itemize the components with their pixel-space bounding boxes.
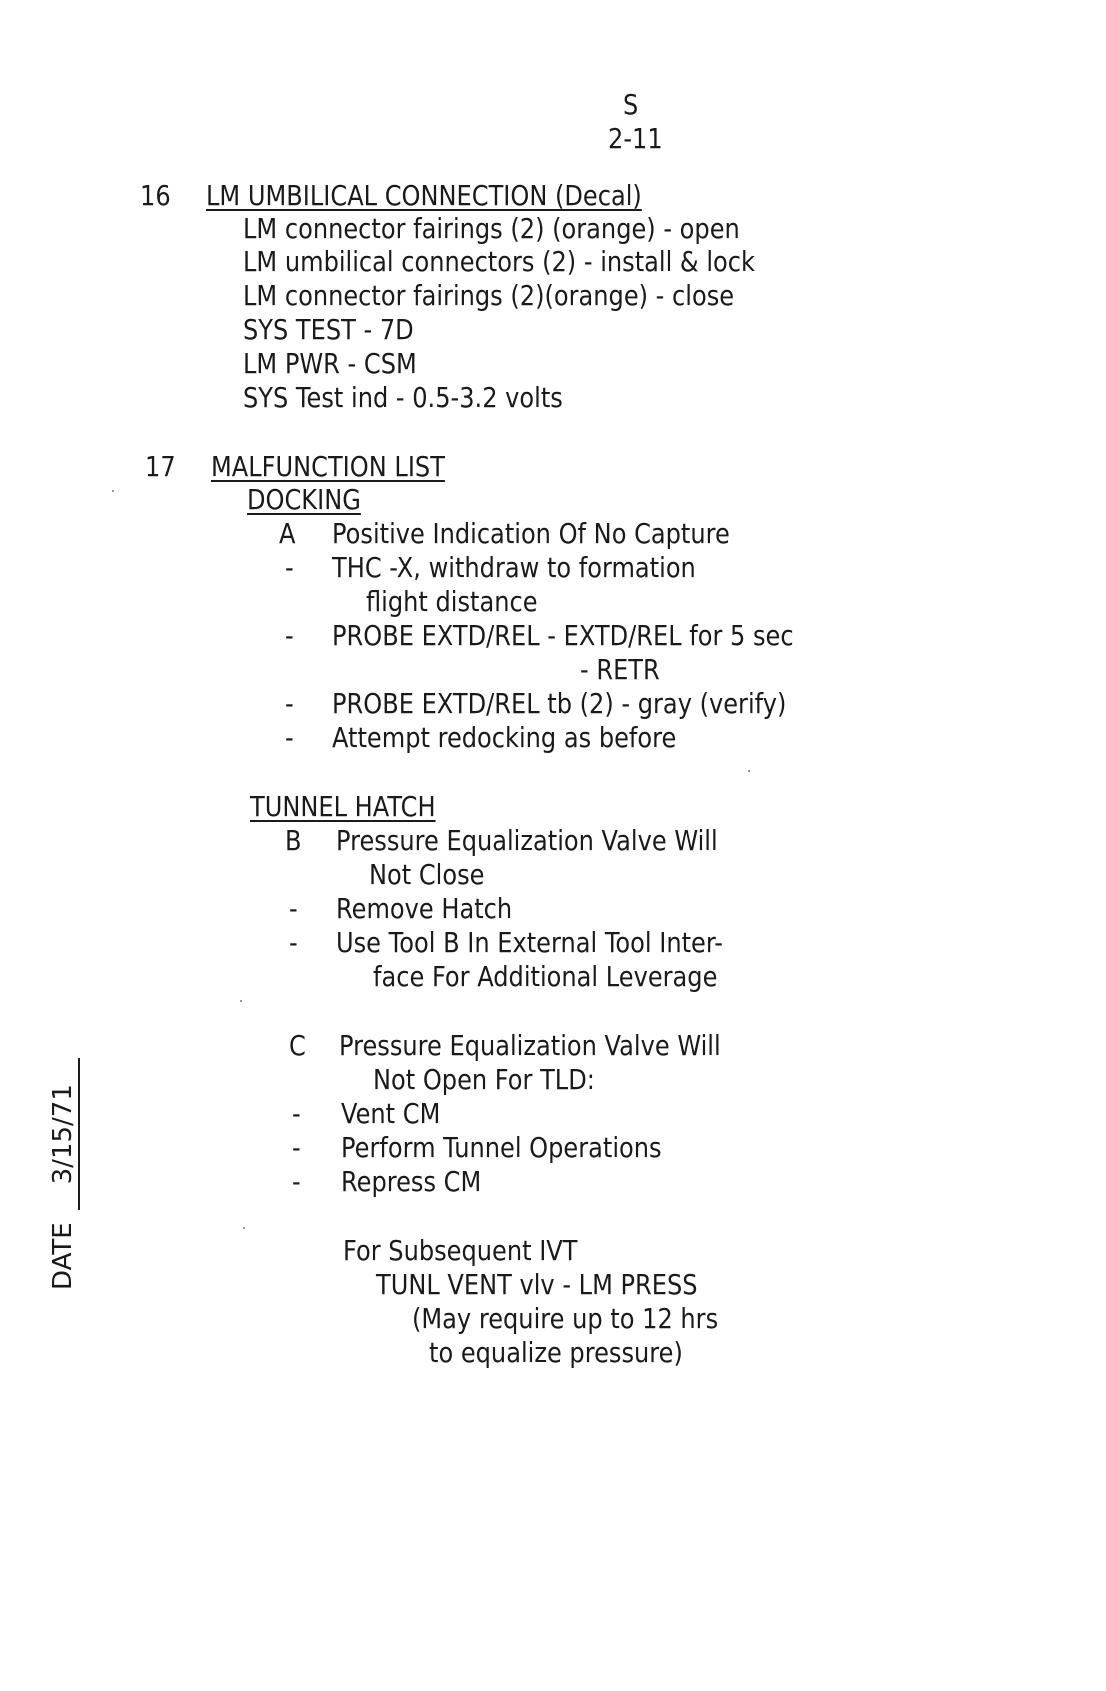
- tunnel-b-step-cont: face For Additional Leverage: [373, 960, 718, 993]
- dash: -: [292, 1165, 301, 1198]
- dash: -: [289, 926, 298, 959]
- tunnel-b-letter: B: [285, 824, 302, 857]
- subsequent-note: (May require up to 12 hrs: [412, 1302, 719, 1335]
- docking-a-title: Positive Indication Of No Capture: [332, 517, 730, 550]
- tunnel-b-step: Remove Hatch: [336, 892, 513, 925]
- docking-step: Attempt redocking as before: [332, 721, 677, 754]
- date-stamp: [48, 1058, 80, 1290]
- docking-step-cont: - RETR: [580, 653, 660, 686]
- item-17-title: MALFUNCTION LIST: [211, 450, 445, 483]
- tunnel-c-letter: C: [289, 1029, 306, 1062]
- dash: -: [285, 619, 294, 652]
- item-16-line: LM PWR - CSM: [243, 347, 417, 380]
- scan-speck: [112, 490, 114, 492]
- item-17-number: 17: [145, 450, 176, 483]
- item-16-line: SYS Test ind - 0.5-3.2 volts: [243, 381, 563, 414]
- docking-step: PROBE EXTD/REL tb (2) - gray (verify): [332, 687, 787, 720]
- dash: -: [292, 1131, 301, 1164]
- page-number: 2-11: [608, 122, 663, 155]
- scan-speck: [748, 770, 750, 772]
- subsequent-ivt: For Subsequent IVT: [343, 1234, 578, 1267]
- dash: -: [292, 1097, 301, 1130]
- item-16-title: LM UMBILICAL CONNECTION (Decal): [206, 179, 642, 212]
- docking-a-letter: A: [279, 517, 296, 550]
- tunnel-c-step: Vent CM: [341, 1097, 441, 1130]
- scan-speck: [240, 1000, 242, 1002]
- tunnel-hatch-heading: TUNNEL HATCH: [250, 790, 436, 823]
- item-16-number: 16: [140, 179, 171, 212]
- date-label: DATE: [48, 1222, 78, 1290]
- tunnel-c-title: Pressure Equalization Valve Will: [339, 1029, 721, 1062]
- dash: -: [285, 551, 294, 584]
- docking-heading: DOCKING: [247, 483, 361, 516]
- tunnel-c-step: Repress CM: [341, 1165, 482, 1198]
- tunnel-c-step: Perform Tunnel Operations: [341, 1131, 662, 1164]
- item-16-line: SYS TEST - 7D: [243, 313, 414, 346]
- tunl-vent-line: TUNL VENT vlv - LM PRESS: [376, 1268, 698, 1301]
- item-16-line: LM connector fairings (2)(orange) - close: [243, 279, 735, 312]
- docking-step: PROBE EXTD/REL - EXTD/REL for 5 sec: [332, 619, 794, 652]
- subsequent-note-cont: to equalize pressure): [429, 1336, 683, 1369]
- tunnel-b-step: Use Tool B In External Tool Inter-: [336, 926, 723, 959]
- dash: -: [289, 892, 298, 925]
- item-16-line: LM connector fairings (2) (orange) - open: [243, 212, 740, 245]
- item-16-line: LM umbilical connectors (2) - install & lock: [243, 245, 755, 278]
- docking-step: THC -X, withdraw to formation: [332, 551, 696, 584]
- tunnel-b-title: Pressure Equalization Valve Will: [336, 824, 718, 857]
- dash: -: [285, 687, 294, 720]
- scan-speck: [243, 1227, 245, 1229]
- tunnel-c-title-cont: Not Open For TLD:: [373, 1063, 595, 1096]
- dash: -: [285, 721, 294, 754]
- date-value: 3/15/71: [48, 1058, 80, 1210]
- section-letter: S: [623, 88, 639, 121]
- tunnel-b-title-cont: Not Close: [369, 858, 485, 891]
- docking-step-cont: flight distance: [366, 585, 538, 618]
